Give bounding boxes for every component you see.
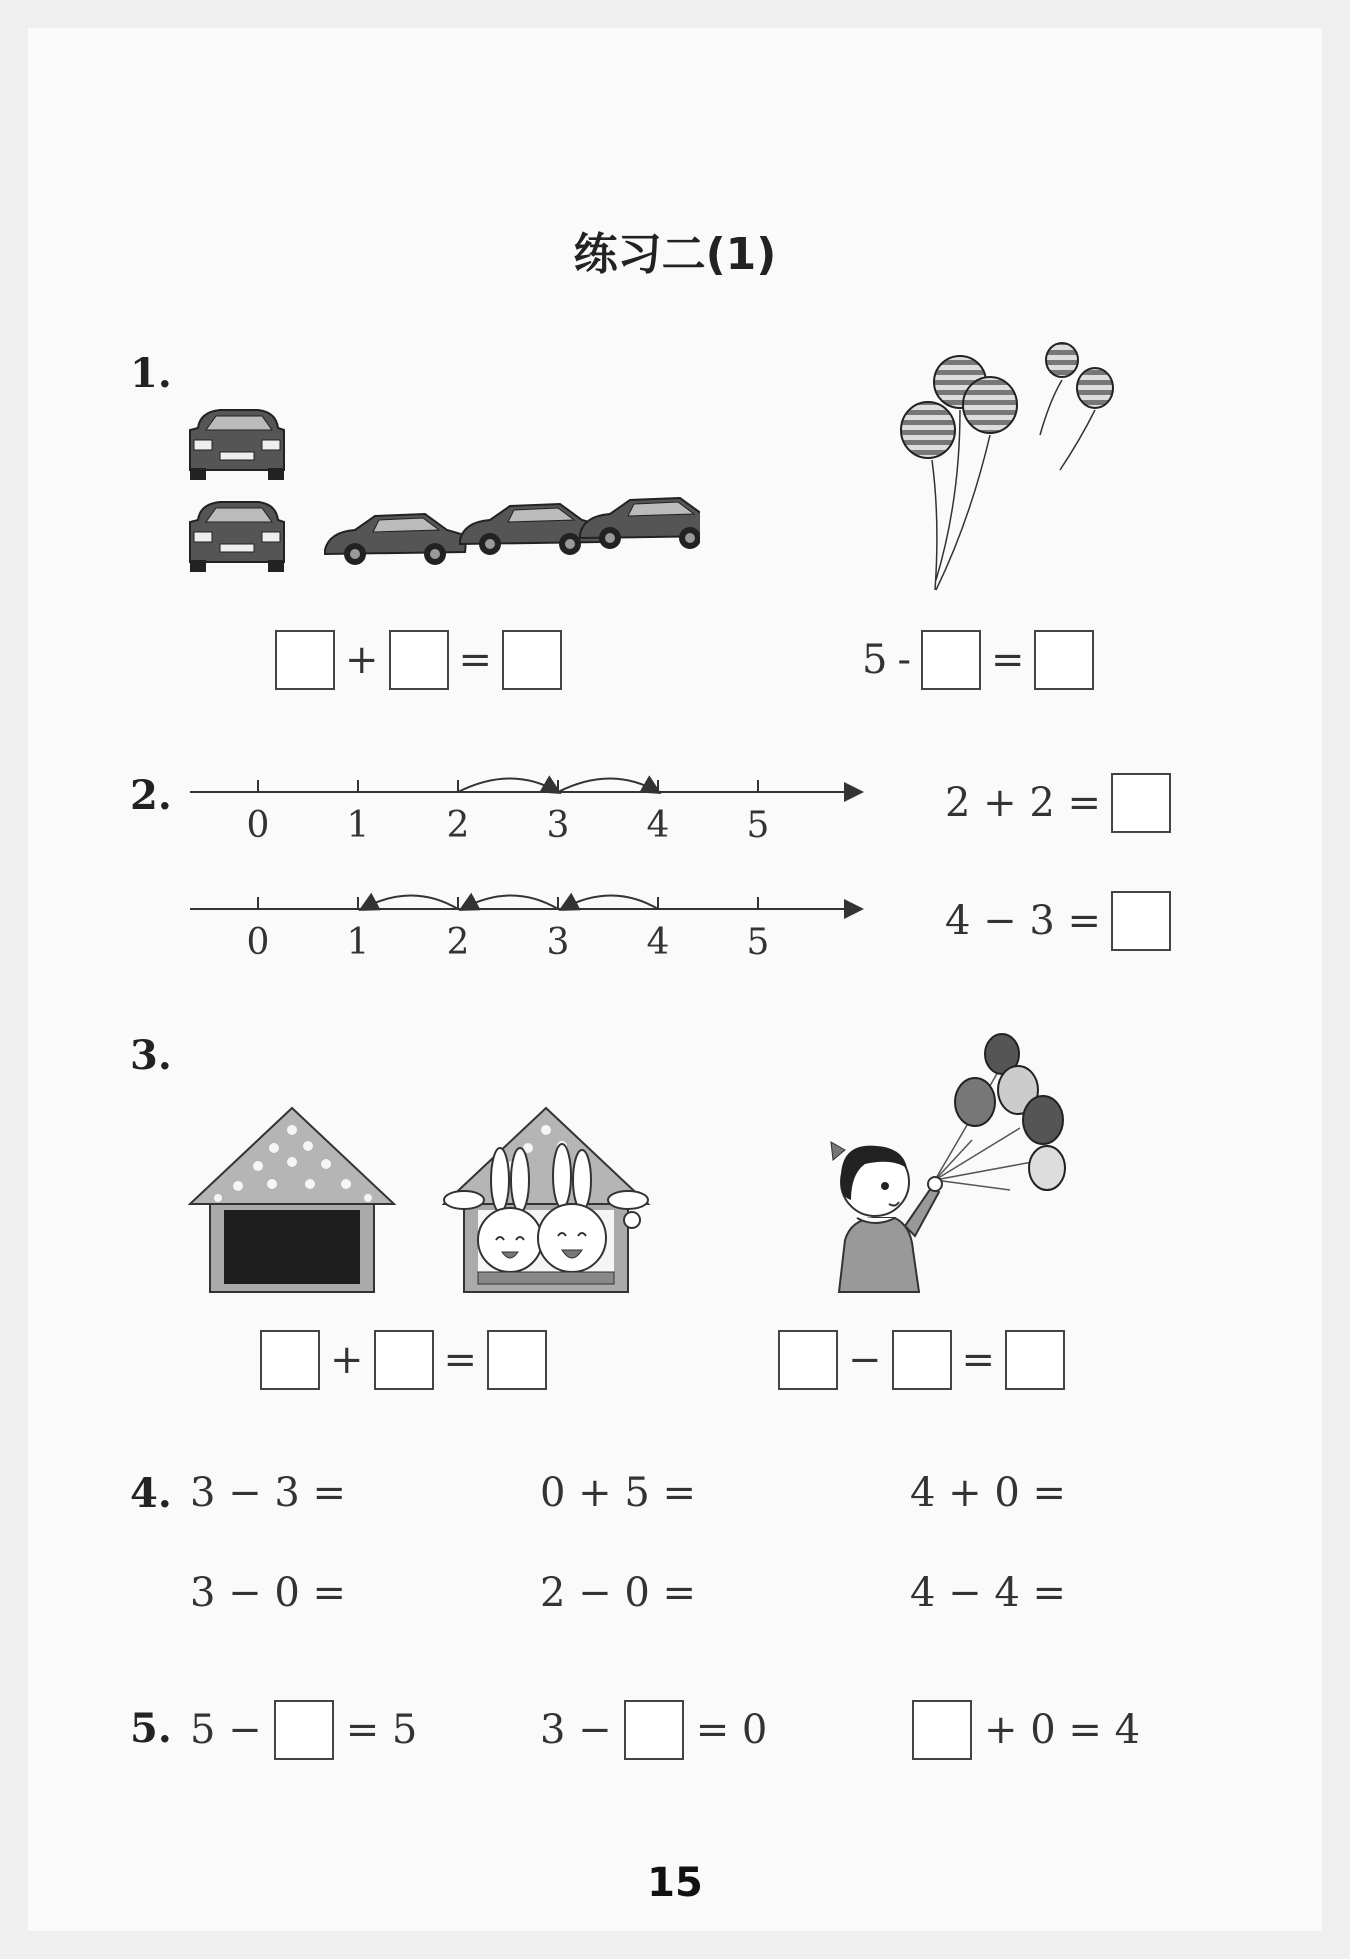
number-line-label: 5	[746, 922, 770, 963]
q5-equation-a	[190, 1700, 417, 1760]
number-line-label: 0	[246, 805, 270, 846]
answer-box[interactable]	[912, 1700, 972, 1760]
q2-equation-1	[945, 773, 1171, 833]
balloons-illustration-1	[890, 340, 1130, 600]
answer-box[interactable]	[374, 1330, 434, 1390]
equation-text: 4 − 3 =	[945, 898, 1102, 944]
q4-item: 2 − 0 =	[540, 1570, 697, 1616]
number-line-label: 2	[446, 805, 470, 846]
plus-sign: +	[330, 1337, 364, 1383]
number-line-label: 4	[646, 922, 670, 963]
car-front-2	[190, 502, 284, 572]
number-line-label: 5	[746, 805, 770, 846]
number-line-2	[190, 896, 860, 964]
equation-text: 2 + 2 =	[945, 780, 1102, 826]
number-line-label: 3	[546, 922, 570, 963]
equation-text: 5 −	[190, 1707, 262, 1753]
equation-text: + 0 = 4	[984, 1707, 1141, 1753]
answer-box[interactable]	[487, 1330, 547, 1390]
number-line-1	[190, 779, 860, 847]
equals-sign: =	[458, 637, 493, 683]
q1-equation-right	[862, 630, 1094, 690]
answer-box[interactable]	[260, 1330, 320, 1390]
q1-number: 1.	[130, 350, 172, 397]
answer-box[interactable]	[502, 630, 562, 690]
answer-box[interactable]	[624, 1700, 684, 1760]
plus-sign: +	[345, 637, 379, 683]
car-side-2	[460, 504, 601, 555]
number-line-label: 4	[646, 805, 670, 846]
number-line-label: 0	[246, 922, 270, 963]
houses-illustration	[188, 1100, 658, 1300]
page-number: 15	[647, 1860, 703, 1906]
answer-box[interactable]	[1034, 630, 1094, 690]
q3-equation-right	[778, 1330, 1065, 1390]
answer-box[interactable]	[275, 630, 335, 690]
house-empty	[190, 1108, 394, 1292]
q3-number: 3.	[130, 1032, 172, 1079]
q4-item: 3 − 0 =	[190, 1570, 347, 1616]
q4-item: 4 − 4 =	[910, 1570, 1067, 1616]
equals-sign: =	[990, 637, 1025, 683]
answer-box[interactable]	[892, 1330, 952, 1390]
car-side-1	[325, 514, 466, 565]
equals-sign: =	[961, 1337, 996, 1383]
q1-equation-left	[275, 630, 562, 690]
equation-text: 3 −	[540, 1707, 612, 1753]
answer-box[interactable]	[921, 630, 981, 690]
number-line-label: 2	[446, 922, 470, 963]
q5-equation-b	[540, 1700, 767, 1760]
q2-number: 2.	[130, 772, 172, 819]
equation-text: = 5	[345, 1707, 418, 1753]
number-lines	[185, 765, 875, 985]
number-line-label: 1	[346, 805, 370, 846]
minus-sign: -	[897, 637, 911, 683]
girl-with-balloons-illustration	[815, 1030, 1075, 1300]
equals-sign: =	[443, 1337, 478, 1383]
q4-item: 4 + 0 =	[910, 1470, 1067, 1516]
minus-sign: −	[848, 1337, 882, 1383]
answer-box[interactable]	[389, 630, 449, 690]
q3-equation-left	[260, 1330, 547, 1390]
answer-box[interactable]	[1005, 1330, 1065, 1390]
equation-text: = 0	[695, 1707, 768, 1753]
answer-box[interactable]	[1111, 891, 1171, 951]
minuend: 5	[862, 637, 888, 683]
number-line-label: 1	[346, 922, 370, 963]
answer-box[interactable]	[1111, 773, 1171, 833]
q4-item: 3 − 3 =	[190, 1470, 347, 1516]
house-with-bunnies	[444, 1108, 648, 1292]
q4-item: 0 + 5 =	[540, 1470, 697, 1516]
q2-equation-2	[945, 891, 1171, 951]
number-line-label: 3	[546, 805, 570, 846]
q4-number: 4.	[130, 1470, 172, 1517]
cars-illustration	[180, 400, 700, 600]
page-title: 练习二(1)	[573, 229, 777, 280]
q5-equation-c	[912, 1700, 1140, 1760]
car-front-1	[190, 410, 284, 480]
answer-box[interactable]	[778, 1330, 838, 1390]
answer-box[interactable]	[274, 1700, 334, 1760]
q5-number: 5.	[130, 1705, 172, 1752]
